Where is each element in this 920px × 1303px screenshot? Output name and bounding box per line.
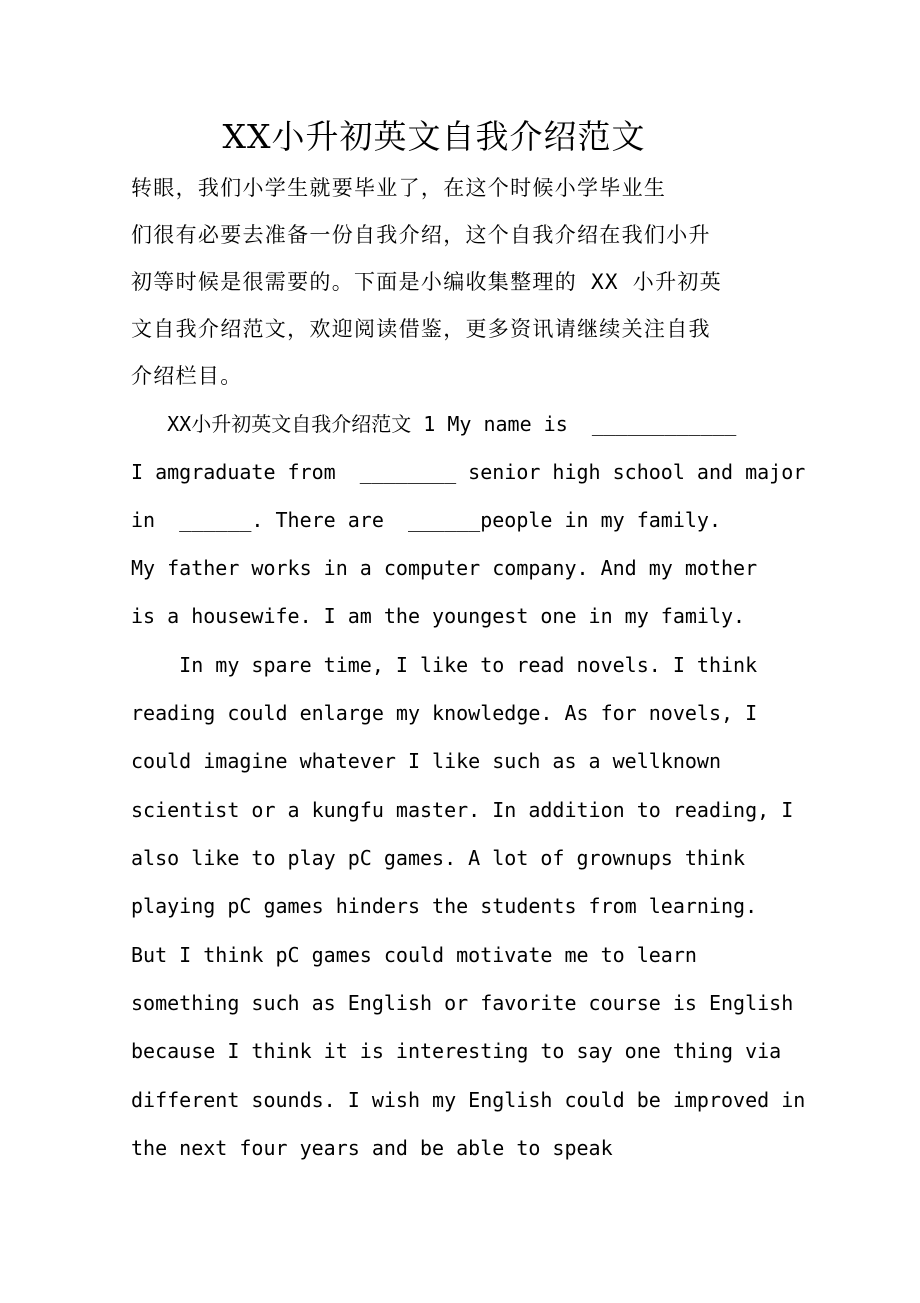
paragraph-line: XX小升初英文自我介绍范文 1 My name is ____________ bbox=[131, 412, 737, 436]
paragraph-line: In my spare time, I like to read novels. I think bbox=[131, 653, 758, 677]
document-title: XX小升初英文自我介绍范文 bbox=[222, 117, 646, 156]
paragraph-line: because I think it is interesting to say one thing via bbox=[131, 1039, 782, 1063]
paragraph-line: scientist or a kungfu master. In addition to reading, I bbox=[131, 798, 794, 822]
paragraph-line: something such as English or favorite course is English bbox=[131, 991, 794, 1015]
paragraph-line: could imagine whatever I like such as a wellknown bbox=[131, 749, 722, 773]
paragraph-line: 们很有必要去准备一份自我介绍，这个自我介绍在我们小升 bbox=[131, 223, 711, 247]
paragraph-line: reading could enlarge my knowledge. As for novels, I bbox=[131, 701, 758, 725]
paragraph-line: I amgraduate from ________ senior high school and major bbox=[131, 460, 806, 484]
paragraph-line: But I think pC games could motivate me to learn bbox=[131, 943, 697, 967]
paragraph-line: 初等时候是很需要的。下面是小编收集整理的 XX 小升初英 bbox=[131, 270, 722, 294]
paragraph-line: different sounds. I wish my English could be improved in bbox=[131, 1088, 806, 1112]
paragraph-line: playing pC games hinders the students from learning. bbox=[131, 894, 758, 918]
paragraph-line: 介绍栏目。 bbox=[131, 364, 243, 388]
paragraph-line: in ______. There are ______people in my family. bbox=[131, 508, 722, 532]
paragraph-line: 文自我介绍范文，欢迎阅读借鉴，更多资讯请继续关注自我 bbox=[131, 317, 711, 341]
paragraph-line: is a housewife. I am the youngest one in my family. bbox=[131, 604, 746, 628]
paragraph-line: My father works in a computer company. And my mother bbox=[131, 556, 758, 580]
paragraph-line: 转眼，我们小学生就要毕业了，在这个时候小学毕业生 bbox=[131, 176, 667, 200]
paragraph-line: also like to play pC games. A lot of grownups think bbox=[131, 846, 746, 870]
paragraph-line: the next four years and be able to speak bbox=[131, 1136, 613, 1160]
